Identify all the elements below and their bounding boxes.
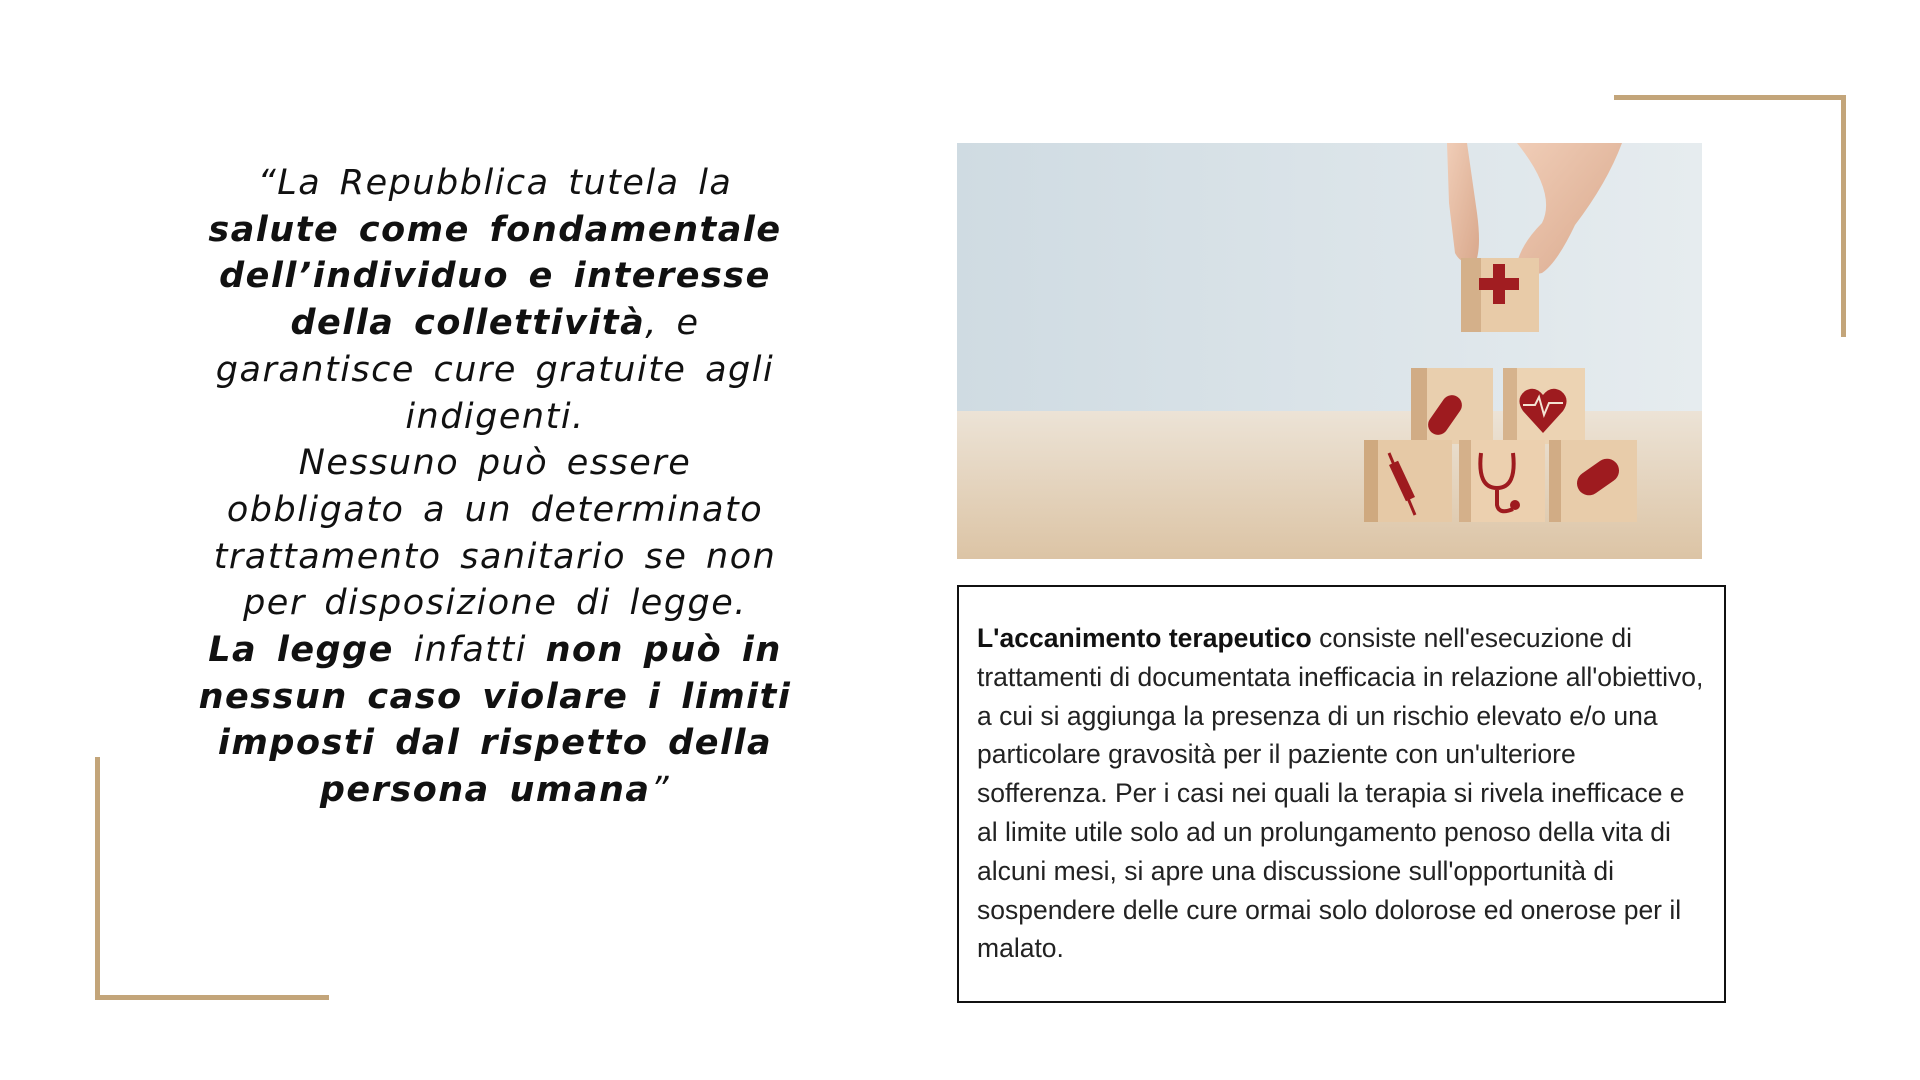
cube-heart [1503,368,1585,444]
quote-segment: persona umana [319,770,651,811]
quote-line [170,487,820,534]
quote-segment: ” [650,770,671,811]
constitution-quote [170,160,820,814]
quote-segment: , e [645,303,700,344]
quote-segment: indigenti. [405,396,585,437]
quote-line [170,394,820,441]
definition-body: consiste nell'esecuzione di trattamenti di documentata inefficacia in relazione all'obiettivo, a cui si aggiunga la presenza di un rischio elevato e/o una particolare gravosità per il paziente con un'ulteriore sofferenza. Per i casi nei quali la terapia si rivela inefficace e al limite utile solo ad un prolungamento penoso della vita di alcuni mesi, si apre una discussione sull'opportunità di sospendere delle cure ormai solo dolorose ed onerose per il malato. [977,623,1704,964]
quote-line [170,580,820,627]
quote-line [170,720,820,767]
cube-stethoscope [1459,440,1545,522]
definition-term: L'accanimento terapeutico [977,623,1312,653]
quote-segment: Nessuno può essere [298,443,692,484]
quote-segment: salute come fondamentale [208,209,782,250]
quote-line [170,674,820,721]
quote-line [170,534,820,581]
quote-segment: della collettività [290,303,646,344]
quote-segment: garantisce cure gratuite agli [215,349,775,390]
quote-segment: obbligato a un determinato [226,489,764,530]
cube-pill [1411,368,1493,444]
quote-segment: trattamento sanitario se non [213,536,777,577]
quote-segment: imposti dal rispetto della [217,723,773,764]
quote-segment: per disposizione di legge. [243,583,747,624]
health-cubes-photo [957,143,1702,559]
quote-line [170,347,820,394]
quote-segment: non può in [545,630,782,671]
cube-cross [1461,258,1539,332]
quote-line [170,253,820,300]
quote-line [170,440,820,487]
quote-line [170,160,820,207]
quote-line [170,207,820,254]
quote-segment: dell’individuo e interesse [219,256,771,297]
definition-textbox [957,585,1726,1003]
cube-syringe [1364,440,1452,522]
quote-segment: La legge [208,630,414,671]
quote-line [170,627,820,674]
quote-line [170,767,820,814]
cube-bandage [1549,440,1637,522]
quote-line [170,300,820,347]
quote-segment: “La Repubblica tutela la [257,163,733,203]
quote-segment: nessun caso violare i limiti [198,676,792,717]
quote-segment: infatti [413,630,546,671]
